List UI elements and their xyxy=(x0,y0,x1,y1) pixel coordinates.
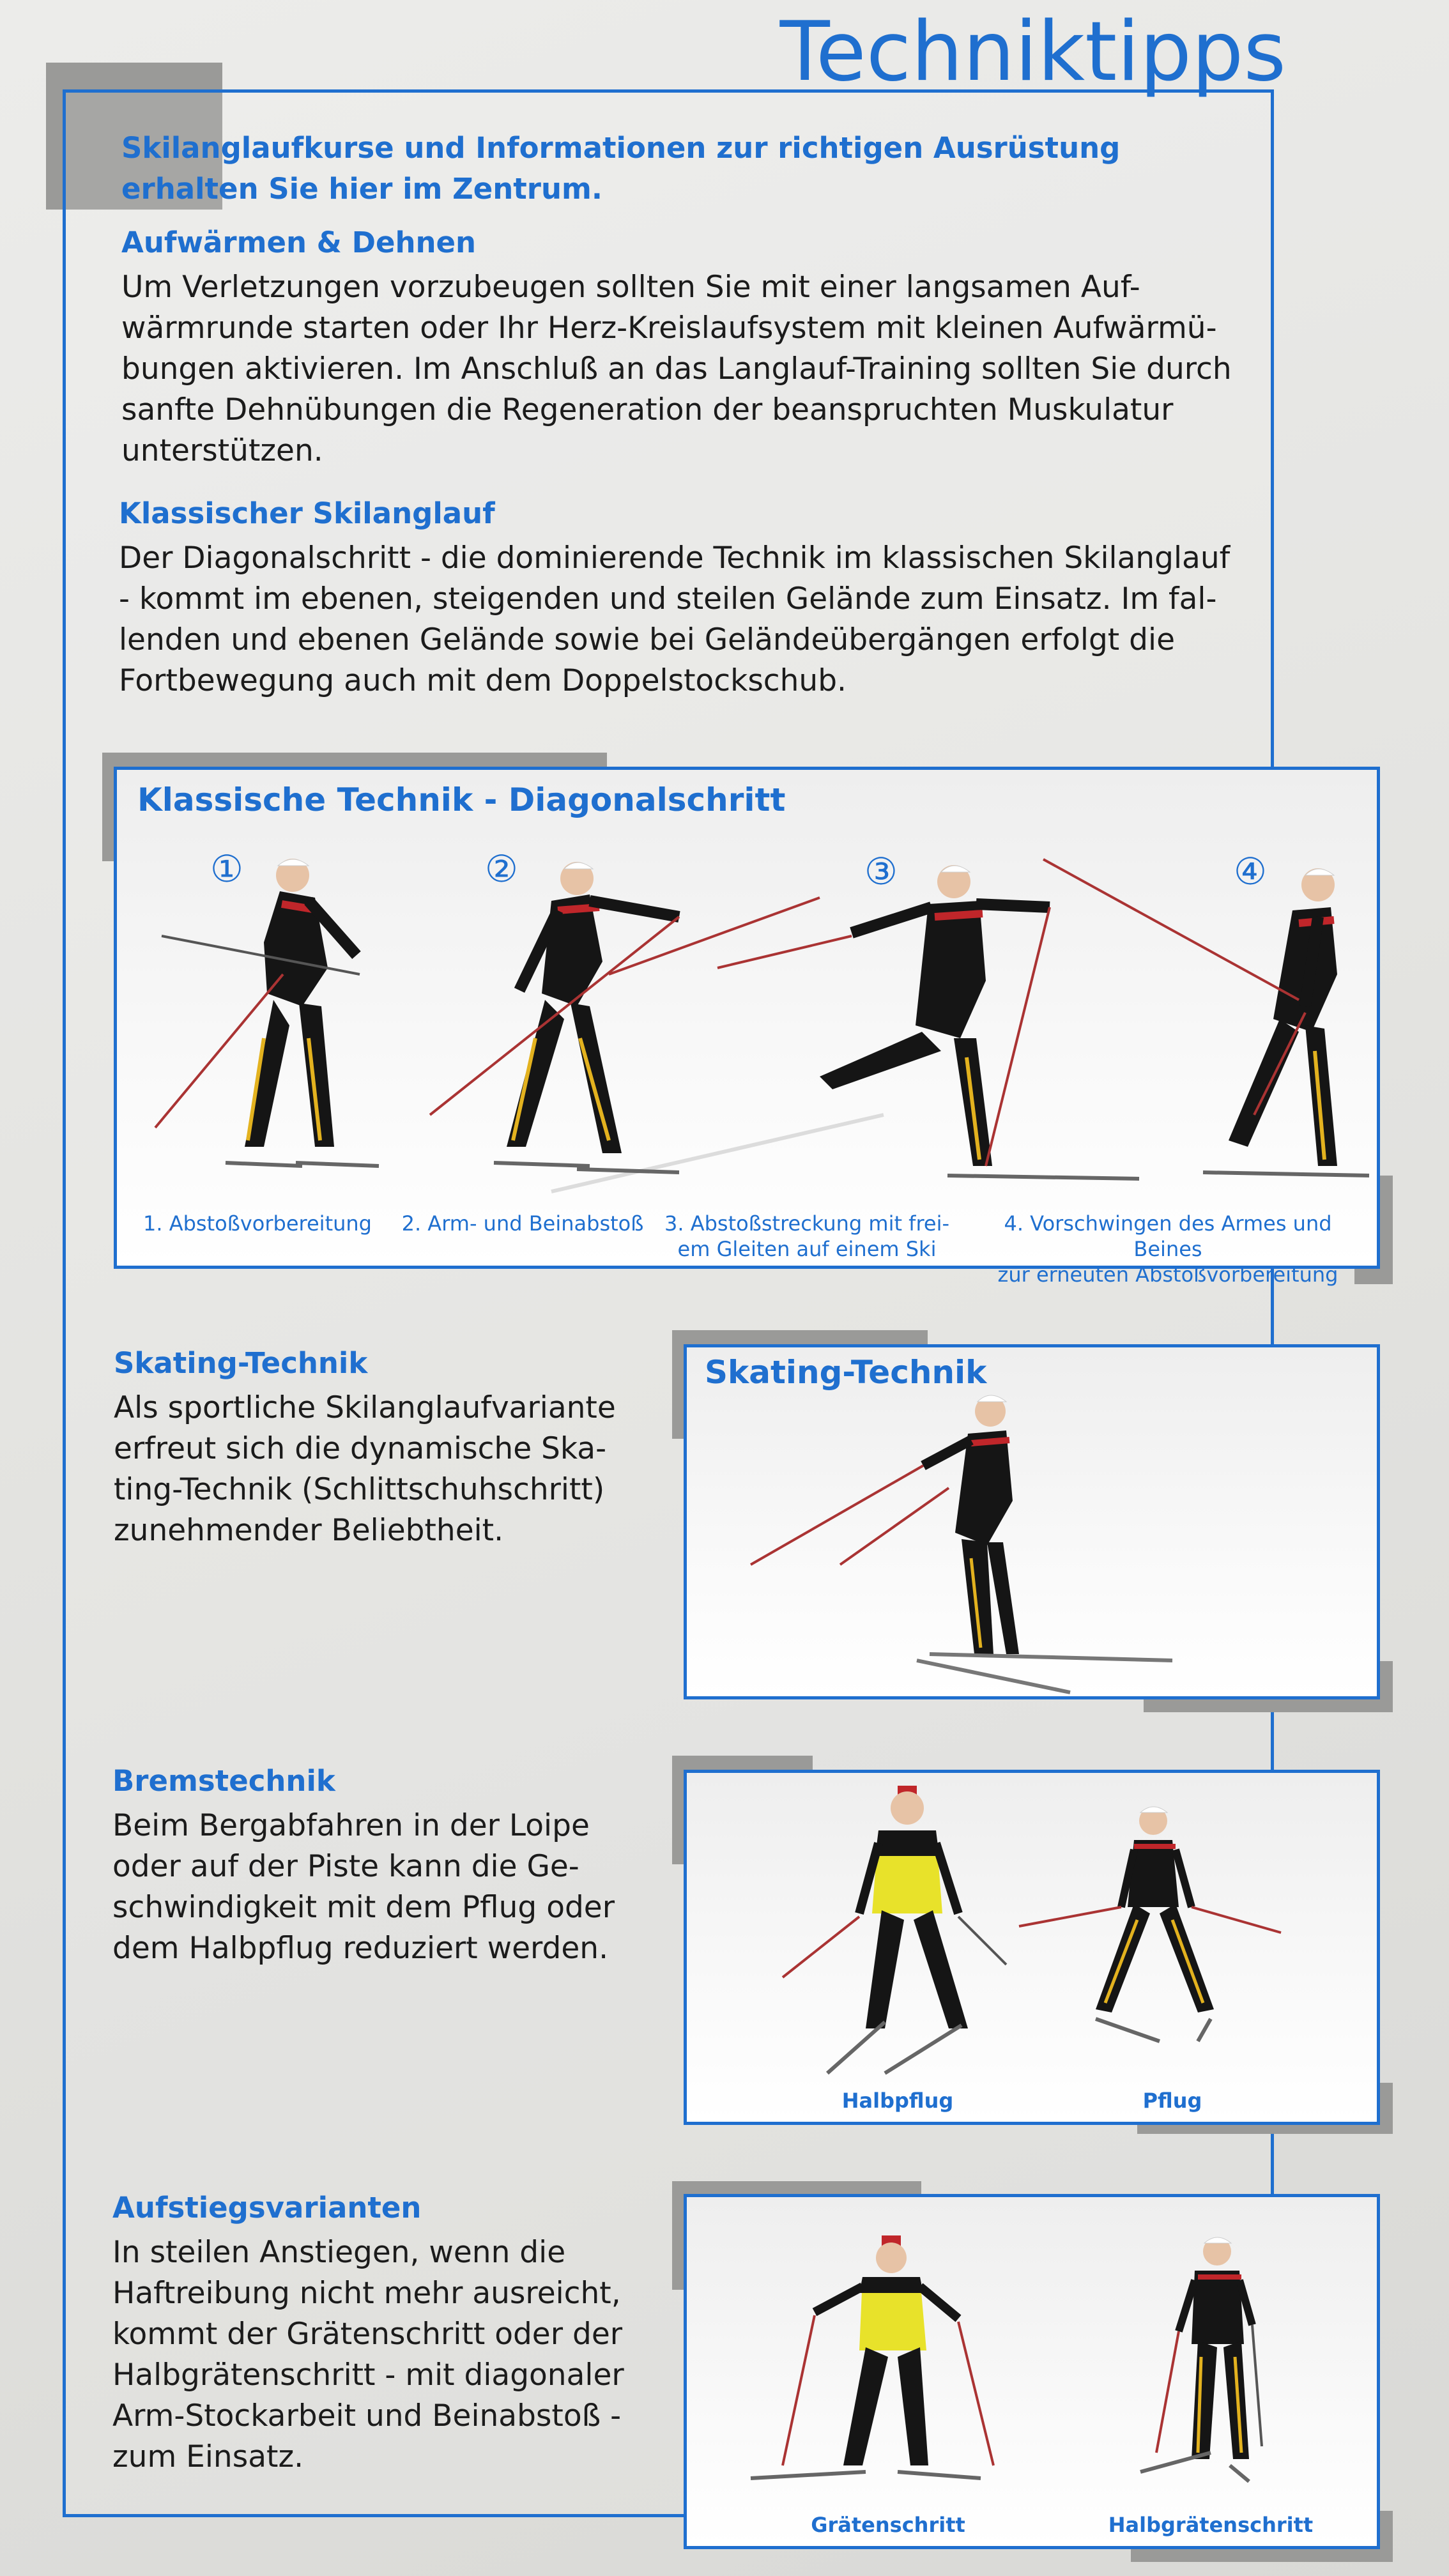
classic-heading: Klassischer Skilanglauf xyxy=(119,496,495,530)
intro-text: Skilanglaufkurse und Informationen zur richtigen Ausrüstung erhalten Sie hier im Zentrum. xyxy=(121,131,1121,206)
diagonal-caption-3 xyxy=(654,1211,960,1262)
step-number-2: ② xyxy=(485,847,518,891)
classic-line: - kommt im ebenen, steigenden und steilen Gelände zum Einsatz. Im fal- xyxy=(119,581,1217,617)
halbgraetenschritt-skier xyxy=(1140,2237,1262,2481)
caption-line: zur erneuten Abstoßvorbereitung xyxy=(997,1262,1338,1287)
warmup-line: Um Verletzungen vorzubeugen sollten Sie mit einer langsamen Auf- xyxy=(121,270,1140,305)
skier-step-4 xyxy=(1043,859,1369,1176)
skating-skier-illustration xyxy=(687,1386,1377,1692)
diagonal-caption-4 xyxy=(967,1211,1369,1287)
graetenschritt-skier xyxy=(751,2235,993,2478)
braking-line: schwindigkeit mit dem Pflug oder xyxy=(112,1890,615,1925)
skier-step-1 xyxy=(155,859,379,1166)
caption-line: em Gleiten auf einem Ski xyxy=(677,1237,937,1261)
caption-line: 2. Arm- und Beinabstoß xyxy=(401,1211,644,1236)
braking-skiers-illustration xyxy=(687,1773,1377,2080)
step-number-3: ③ xyxy=(864,850,898,893)
skating-heading: Skating-Technik xyxy=(114,1346,368,1380)
step-number-4: ④ xyxy=(1234,850,1267,893)
climbing-line: kommt der Grätenschritt oder der xyxy=(112,2317,623,2352)
diagonal-panel xyxy=(114,767,1380,1287)
warmup-line: wärmrunde starten oder Ihr Herz-Kreislaufsystem mit kleinen Aufwärmü- xyxy=(121,310,1217,346)
pflug-skier xyxy=(1019,1807,1281,2041)
skating-line: zunehmender Beliebtheit. xyxy=(114,1513,504,1548)
climbing-line: Halbgrätenschritt - mit diagonaler xyxy=(112,2358,624,2393)
braking-line: dem Halbpflug reduziert werden. xyxy=(112,1931,609,1966)
climbing-panel xyxy=(684,2194,1380,2549)
braking-line: oder auf der Piste kann die Ge- xyxy=(112,1849,579,1884)
climbing-line: zum Einsatz. xyxy=(112,2439,304,2474)
page-title: Techniktipps xyxy=(779,4,1286,100)
climbing-caption-graetenschritt: Grätenschritt xyxy=(811,2513,965,2537)
skating-line: erfreut sich die dynamische Ska- xyxy=(114,1431,607,1466)
climbing-heading: Aufstiegsvarianten xyxy=(112,2191,422,2225)
climbing-caption-halbgraetenschritt: Halbgrätenschritt xyxy=(1108,2513,1314,2537)
step-number-1: ① xyxy=(210,847,243,891)
climbing-line: Arm-Stockarbeit und Beinabstoß - xyxy=(112,2398,622,2434)
warmup-line: bungen aktivieren. Im Anschluß an das Langlauf-Training sollten Sie durch xyxy=(121,351,1232,387)
braking-line: Beim Bergabfahren in der Loipe xyxy=(112,1808,590,1843)
skating-line: ting-Technik (Schlittschuhschritt) xyxy=(114,1472,605,1507)
skating-line: Als sportliche Skilanglaufvariante xyxy=(114,1390,616,1425)
halbpflug-skier xyxy=(783,1786,1006,2073)
diagonal-panel-title: Klassische Technik - Diagonalschritt xyxy=(137,781,786,818)
caption-line: 3. Abstoßstreckung mit frei- xyxy=(664,1211,950,1236)
braking-caption-halbpflug: Halbpflug xyxy=(841,2089,954,2113)
climbing-line: Haftreibung nicht mehr ausreicht, xyxy=(112,2276,621,2311)
classic-line: lenden und ebenen Gelände sowie bei Geländeübergängen erfolgt die xyxy=(119,622,1175,657)
braking-heading: Bremstechnik xyxy=(112,1764,335,1798)
caption-line: 4. Vorschwingen des Armes und Beines xyxy=(1004,1211,1332,1261)
warmup-line: unterstützen. xyxy=(121,433,323,468)
caption-line: 1. Abstoßvorbereitung xyxy=(143,1211,372,1236)
warmup-heading: Aufwärmen & Dehnen xyxy=(121,226,477,259)
diagonal-caption-2 xyxy=(395,1211,650,1236)
diagonal-caption-1 xyxy=(136,1211,379,1236)
diagonal-skiers-illustration xyxy=(117,847,1377,1192)
climbing-skiers-illustration xyxy=(687,2197,1377,2510)
skier-step-2 xyxy=(430,862,820,1172)
skating-panel-title: Skating-Technik xyxy=(705,1354,987,1391)
braking-panel xyxy=(684,1770,1380,2125)
classic-line: Fortbewegung auch mit dem Doppelstockschub. xyxy=(119,663,847,698)
braking-caption-pflug: Pflug xyxy=(1142,2089,1202,2113)
climbing-line: In steilen Anstiegen, wenn die xyxy=(112,2235,566,2270)
classic-line: Der Diagonalschritt - die dominierende Technik im klassischen Skilanglauf xyxy=(119,540,1230,576)
warmup-line: sanfte Dehnübungen die Regeneration der beanspruchten Muskulatur xyxy=(121,392,1174,427)
skating-panel xyxy=(684,1344,1380,1699)
